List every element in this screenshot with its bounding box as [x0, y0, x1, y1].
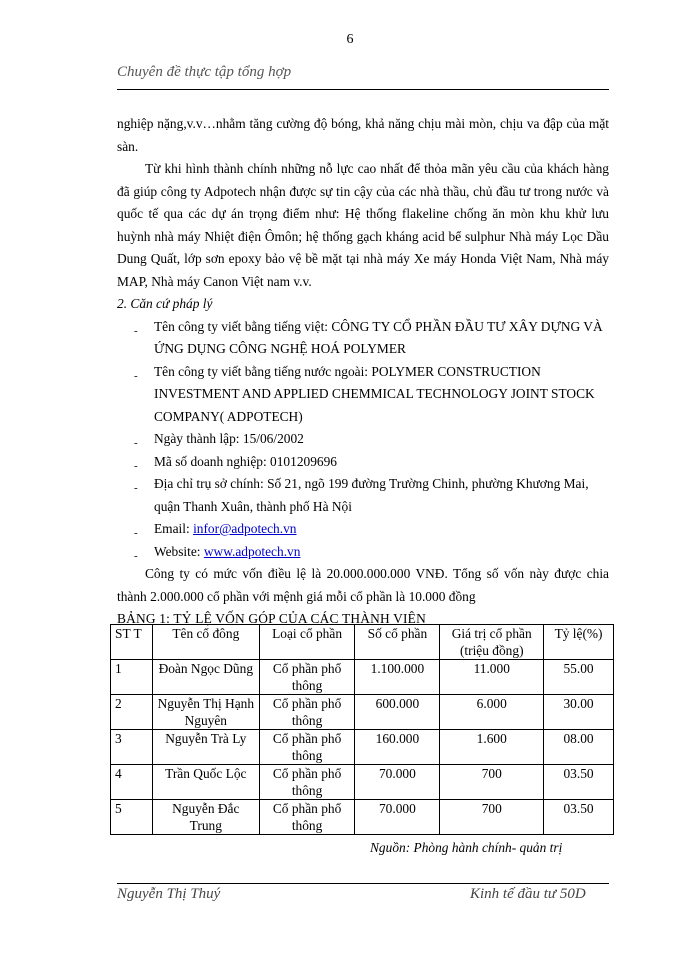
- bullet-icon: -: [134, 459, 138, 472]
- paragraph-2: Từ khi hình thành chính những nỗ lực cao nhất để thỏa mãn yêu cầu của khách hàng đã giúp công ty Adpotech nhận được sự tin cậy của các nhà thầu, chủ đầu tư trong nước và quốc tế qua các dự án trọng điểm như: Hệ thống flakeline chống ăn mòn khu khử lưu huỳnh nhà máy Nhiệt điện Ômôn; hệ thống gạch kháng acid bể sulphur Nhà máy Lọc Dầu Dung Quất, lớp sơn epoxy bảo vệ bề mặt tại nhà máy Xe máy Honda Việt Nam, Nhà máy MAP, Nhà máy Canon Việt nam v.v.: [117, 161, 609, 289]
- cell-shareholder: Nguyễn Thị Hạnh Nguyên: [152, 695, 259, 730]
- cell-share-value: 700: [440, 765, 544, 800]
- bullet-icon: -: [134, 482, 138, 494]
- table-row: [111, 800, 614, 835]
- section-heading: 2. Căn cứ pháp lý: [117, 296, 213, 311]
- cell-share-value: 11.000: [440, 660, 544, 695]
- bullet-icon: -: [134, 549, 138, 562]
- list-item-website: [117, 541, 609, 564]
- cell-ratio: 55.00: [544, 660, 614, 695]
- header-share-count: Số cổ phần: [355, 625, 440, 660]
- list-item: - Tên công ty viết bằng tiếng nước ngoài: POLYMER CONSTRUCTION INVESTMENT AND APPLIED CHEMMICAL TECHNOLOGY JOINT STOCK COMPANY( ADPOTECH): [134, 363, 595, 424]
- cell-share-type: Cổ phần phổ thông: [259, 800, 355, 835]
- list-item-email: [117, 518, 609, 541]
- table-row: [111, 695, 614, 730]
- cell-share-count: 600.000: [355, 695, 440, 730]
- paragraph-1: nghiệp nặng,v.v…nhằm tăng cường độ bóng, khả năng chịu mài mòn, chịu va đập của mặt sàn.: [117, 116, 609, 154]
- paragraph-3: Công ty có mức vốn điều lệ là 20.000.000.000 VNĐ. Tổng số vốn này được chia thành 2.000.000 cổ phần với mệnh giá mỗi cổ phần là 10.000 đồng: [117, 566, 609, 604]
- cell-share-count: 70.000: [355, 765, 440, 800]
- header-title: Chuyên đề thực tập tổng hợp: [117, 64, 292, 80]
- cell-shareholder: Đoàn Ngọc Dũng: [152, 660, 259, 695]
- list-item: - Địa chỉ trụ sở chính: Số 21, ngõ 199 đường Trường Chinh, phường Khương Mai, quận Thanh Xuân, thành phố Hà Nội: [134, 476, 589, 514]
- bullet-icon: -: [134, 437, 138, 449]
- header-stt: ST T: [111, 625, 153, 660]
- header-shareholder: Tên cổ đông: [152, 625, 259, 660]
- cell-share-type: Cổ phần phổ thông: [259, 730, 355, 765]
- bullet-icon: -: [134, 369, 138, 382]
- website-label: Website:: [154, 543, 204, 559]
- list-item: - Ngày thành lập: 15/06/2002: [117, 428, 609, 451]
- cell-share-type: Cổ phần phổ thông: [259, 765, 355, 800]
- cell-share-count: 160.000: [355, 730, 440, 765]
- list-item: - Mã số doanh nghiệp: 0101209696: [117, 451, 609, 474]
- capital-table: [110, 624, 614, 835]
- page-number: 6: [346, 32, 354, 47]
- header-rule: [117, 89, 609, 90]
- body-text: [117, 113, 609, 631]
- table-header-row: [111, 625, 614, 660]
- cell-ratio: 03.50: [544, 800, 614, 835]
- cell-ratio: 08.00: [544, 730, 614, 765]
- cell-share-count: 70.000: [355, 800, 440, 835]
- cell-share-value: 700: [440, 800, 544, 835]
- cell-shareholder: Nguyễn Đắc Trung: [152, 800, 259, 835]
- cell-stt: 4: [111, 765, 153, 800]
- cell-ratio: 30.00: [544, 695, 614, 730]
- cell-stt: 3: [111, 730, 153, 765]
- footer-rule: [117, 883, 609, 884]
- cell-share-count: 1.100.000: [355, 660, 440, 695]
- table-row: [111, 660, 614, 695]
- footer-class: Kinh tế đầu tư 50D: [470, 886, 586, 902]
- email-link[interactable]: infor@adpotech.vn: [193, 521, 297, 536]
- bullet-icon: -: [134, 527, 138, 539]
- table-caption: BẢNG 1: TỶ LỆ VỐN GÓP CỦA CÁC THÀNH VIÊN: [117, 611, 426, 626]
- cell-share-value: 1.600: [440, 730, 544, 765]
- header-share-value: Giá trị cổ phần (triệu đồng): [440, 625, 544, 660]
- list-item: - Tên công ty viết bằng tiếng việt: CÔNG TY CỔ PHẦN ĐẦU TƯ XÂY DỰNG VÀ ỨNG DỤNG CÔNG NGHỆ HOÁ POLYMER: [134, 318, 603, 356]
- header-ratio: Tỷ lệ(%): [544, 625, 614, 660]
- header-share-type: Loại cổ phần: [259, 625, 355, 660]
- cell-share-value: 6.000: [440, 695, 544, 730]
- cell-stt: 5: [111, 800, 153, 835]
- cell-stt: 1: [111, 660, 153, 695]
- cell-ratio: 03.50: [544, 765, 614, 800]
- cell-shareholder: Nguyễn Trà Ly: [152, 730, 259, 765]
- company-info-list: [117, 316, 609, 564]
- table-source: Nguồn: Phòng hành chính- quản trị: [370, 840, 563, 855]
- cell-stt: 2: [111, 695, 153, 730]
- cell-share-type: Cổ phần phổ thông: [259, 660, 355, 695]
- table-row: [111, 730, 614, 765]
- bullet-icon: -: [134, 324, 138, 337]
- website-link[interactable]: www.adpotech.vn: [203, 543, 301, 559]
- email-label: Email:: [154, 521, 194, 536]
- table-row: [111, 765, 614, 800]
- cell-shareholder: Trần Quốc Lộc: [152, 765, 259, 800]
- cell-share-type: Cổ phần phổ thông: [259, 695, 355, 730]
- footer-author: Nguyễn Thị Thuý: [117, 886, 221, 902]
